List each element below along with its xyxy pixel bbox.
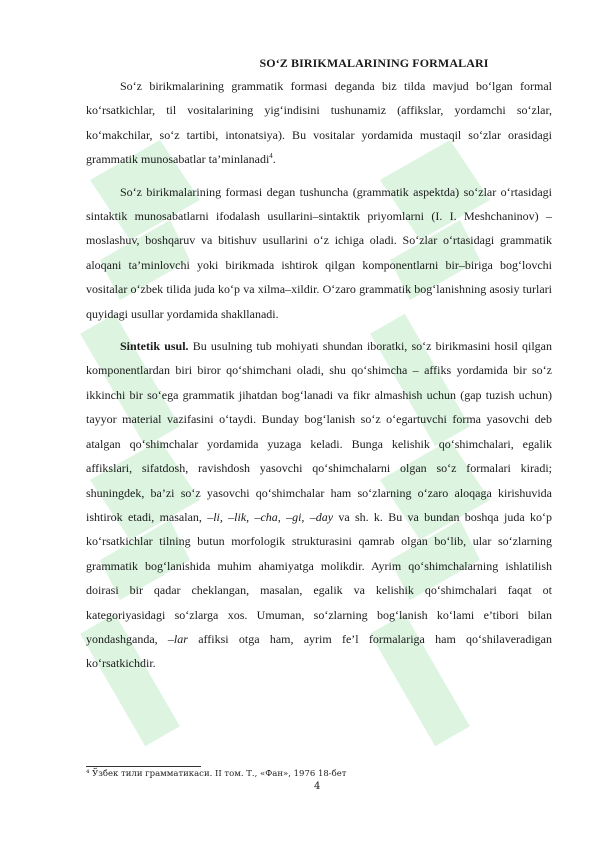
paragraph-3-text-c: affiksi otga ham, ayrim fe’l formalariga ham qo‘shilaveradigan ko‘rsatkichdir. <box>86 631 553 671</box>
footnote-divider <box>86 766 201 767</box>
document-body <box>86 56 552 684</box>
paragraph-3-heading: Sintetik usul. <box>120 339 189 354</box>
footnote-ref[interactable]: 4 <box>269 152 273 161</box>
paragraph-3-text-b: va sh. k. Bu va bundan boshqa juda ko‘p ko‘rsatkichlar tilning butun morfologik strukturasini qamrab olgan bo‘lib, ular so‘zlarning grammatik bog‘lanishida muhim ahamiyatga molikdir. Ayrim qo‘shimchalarning ishlatilish doirasi bir qadar cheklangan, masalan, egalik va kelishik qo‘shimchalari faqat ot kategoriyasidagi so‘zlarga xos. Umuman, so‘zlarning bog‘lanish ko‘lami e’tibori bilan yondashganda, <box>86 509 552 646</box>
paragraph-2: So‘z birikmalarining formasi degan tushuncha (grammatik aspektda) so‘zlar o‘rtasidagi sintaktik munosabatlarni ifodalash usullarini–sintaktik priyomlarni (I. I. Meshchaninov) – moslashuv, boshqaruv va bitishuv usullarini o‘z ichiga oladi. So‘zlar o‘rtasidagi grammatik aloqani ta’minlovchi yoki birikmada ishtirok qilgan komponentlarni bir–biriga bog‘lovchi vositalar o‘zbek tilida juda ko‘p va xilma–xildir. O‘zaro grammatik bog‘lanishning asosiy turlari quyidagi usullar yordamida shakllanadi. <box>86 184 552 321</box>
paragraph-3-text-a: Bu usulning tub mohiyati shundan iboratki, so‘z birikmasini hosil qilgan komponentlardan biri biror qo‘shimchani oladi, shu qo‘shimcha – affiks yordamida bir so‘z ikkinchi bir so‘ega grammatik jihatdan bog‘lanadi va fikr almashish uchun (gap tuzish uchun) tayyor material vazifasini o‘taydi. Bunday bog‘lanish so‘z o‘egartuvchi forma yasovchi deb atalgan qo‘shimchalar yordamida yuzaga keladi. Bunga kelishik qo‘shimchalari, egalik affikslari, sifatdosh, ravishdosh yasovchi qo‘shimchalarni olgan so‘z formalari kiradi; shuningdek, ba’zi so‘z yasovchi qo‘shimchalar ham so‘zlarning o‘zaro aloqaga kirishuvida ishtirok etadi, masalan, <box>86 339 552 524</box>
paragraph-1-text: So‘z birikmalarining grammatik formasi deganda biz tilda mavjud bo‘lgan formal ko‘rsatkichlar, til vositalarining yig‘indisini tushunamiz (affikslar, yordamchi so‘zlar, ko‘makchilar, so‘z tartibi, intonatsiya). Bu vositalar yordamida mustaqil so‘zlar orasidagi grammatik munosabatlar ta’minlanadi <box>86 79 552 167</box>
footnote: ⁴ Ўзбек тили грамматикаси. II том. Т., «Фан», 1976 18-бет <box>86 769 347 779</box>
page-title: SO‘Z BIRIKMALARINING FORMALARI <box>259 56 489 70</box>
paragraph-1 <box>86 74 552 172</box>
paragraph-3-italic-suffixes: –li, –lik, –cha, –gi, –day <box>207 509 334 524</box>
paragraph-3-italic-lar: –lar <box>167 631 188 646</box>
paragraph-3 <box>86 334 552 676</box>
paragraph-1-end: . <box>272 152 276 167</box>
page-number: 4 <box>314 781 321 792</box>
